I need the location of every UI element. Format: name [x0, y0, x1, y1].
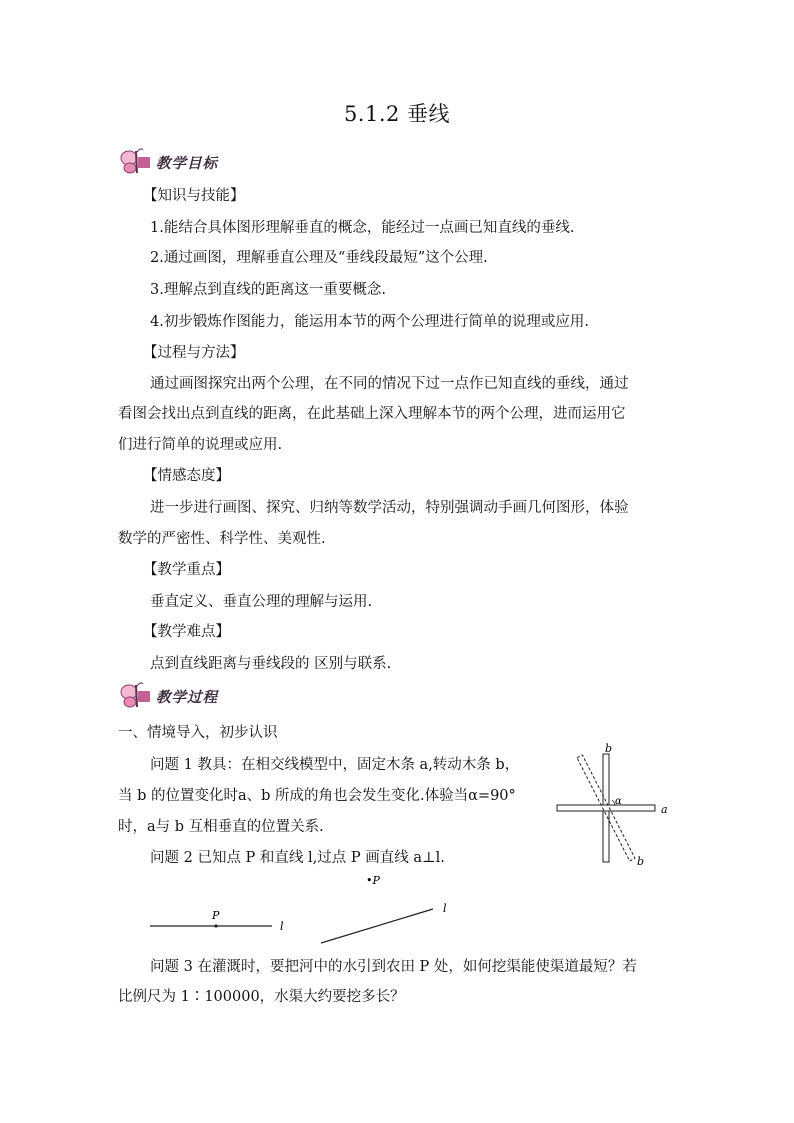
point-line-figure [140, 870, 470, 950]
question-1-line-1: 问题 1 教具：在相交线模型中，固定木条 a,转动木条 b， [150, 757, 520, 773]
section-title-objectives: 教学目标 [156, 155, 218, 172]
label-b-bottom: b [637, 855, 645, 868]
question-3-line-2: 比例尺为 1∶100000，水渠大约要挖多长？ [118, 989, 405, 1005]
label-a: a [661, 803, 668, 816]
section-header-objectives [118, 146, 218, 178]
butterfly-badge-icon [118, 147, 152, 177]
knowledge-heading: 【知识与技能】 [143, 188, 245, 204]
difficulty-text: 点到直线距离与垂线段的 区别与联系. [150, 656, 392, 672]
method-line-1: 通过画图探究出两个公理，在不同的情况下过一点作已知直线的垂线，通过 [150, 376, 629, 392]
attitude-heading: 【情感态度】 [143, 468, 230, 484]
key-point-heading: 【教学重点】 [143, 562, 230, 578]
question-2: 问题 2 已知点 P 和直线 l,过点 P 画直线 a⊥l. [150, 850, 445, 866]
key-point-text: 垂直定义、垂直公理的理解与运用. [150, 594, 373, 610]
section-title-process: 教学过程 [156, 689, 218, 706]
question-1-line-2: 当 b 的位置变化时a、b 所成的角也会发生变化.体验当α=90° [118, 788, 516, 804]
attitude-line-1: 进一步进行画图、探究、归纳等数学活动，特别强调动手画几何图形，体验 [150, 500, 629, 516]
knowledge-item-1: 1.能结合具体图形理解垂直的概念，能经过一点画已知直线的垂线. [150, 220, 575, 236]
label-b-top: b [605, 742, 613, 755]
knowledge-item-3: 3.理解点到直线的距离这一重要概念. [150, 282, 386, 298]
label-P-right: •P [366, 874, 380, 887]
question-3-line-1: 问题 3 在灌溉时，要把河中的水引到农田 P 处，如何挖渠能使渠道最短？若 [150, 959, 637, 975]
knowledge-item-2: 2.通过画图，理解垂直公理及“垂线段最短”这个公理. [150, 250, 488, 266]
method-heading: 【过程与方法】 [143, 345, 245, 361]
attitude-line-2: 数学的严密性、科学性、美观性. [118, 531, 326, 547]
label-l-right: l [443, 902, 447, 915]
label-l-left: l [280, 920, 284, 933]
knowledge-item-4: 4.初步锻炼作图能力，能运用本节的两个公理进行简单的说理或应用. [150, 314, 589, 330]
page-title: 5.1.2 垂线 [343, 102, 451, 126]
difficulty-heading: 【教学难点】 [143, 624, 230, 640]
section-header-process [118, 680, 218, 712]
intersecting-lines-figure [545, 742, 675, 877]
part1-heading: 一、情境导入，初步认识 [118, 725, 278, 741]
label-P-left: P [212, 909, 220, 922]
method-line-2: 看图会找出点到直线的距离，在此基础上深入理解本节的两个公理，进而运用它 [118, 406, 626, 422]
method-line-3: 们进行简单的说理或应用. [118, 437, 283, 453]
butterfly-badge-icon [118, 681, 152, 711]
question-1-line-3: 时，a与 b 互相垂直的位置关系. [118, 819, 324, 835]
label-alpha: α [615, 796, 622, 807]
